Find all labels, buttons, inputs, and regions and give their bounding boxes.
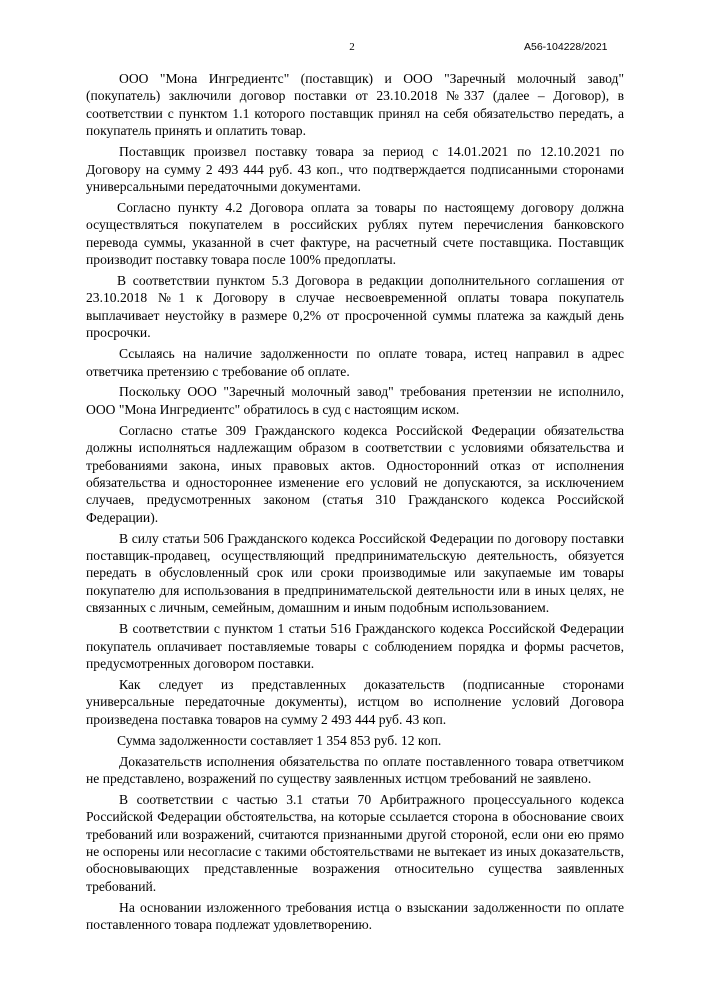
paragraph-article-70: В соответствии с частью 3.1 статьи 70 Арбитражного процессуального кодекса Российской Федерации обстоятельства, на которые ссылается сторона в обоснование своих требований или возражений, считаются признанными другой стороной, если они ею прямо не оспорены или несогласие с такими обстоятельствами не вытекает из иных доказательств, обосновывающих представленные возражения относительно существа заявленных требований. — [86, 791, 624, 894]
paragraph-claim: Ссылаясь на наличие задолженности по оплате товара, истец направил в адрес ответчика претензию с требование об оплате. — [86, 346, 624, 379]
page-number: 2 — [349, 41, 355, 53]
case-number: А56-104228/2021 — [524, 41, 608, 53]
paragraph-conclusion: На основании изложенного требования истца о взыскании задолженности по оплате поставленного товара подлежат удовлетворению. — [86, 899, 624, 933]
paragraph-evidence: Как следует из представленных доказательств (подписанные сторонами универсальные передаточные документы), истцом во исполнение условий Договора произведена поставка товаров на сумму 2 493 444 руб. 43 коп. — [86, 676, 624, 727]
paragraph-delivery: Поставщик произвел поставку товара за период с 14.01.2021 по 12.10.2021 по Договору на сумму 2 493 444 руб. 43 коп., что подтверждается подписанными сторонами универсальными передаточными документами. — [86, 144, 624, 194]
paragraph-no-objections: Доказательств исполнения обязательства по оплате поставленного товара ответчиком не представлено, возражений по существу заявленных истцом требований не заявлено. — [86, 753, 624, 786]
paragraph-article-516: В соответствии с пунктом 1 статьи 516 Гражданского кодекса Российской Федерации покупатель оплачивает поставляемые товары с соблюдением порядка и формы расчетов, предусмотренных договором поставки. — [86, 621, 624, 671]
document-body — [86, 70, 624, 937]
paragraph-article-506: В силу статьи 506 Гражданского кодекса Российской Федерации по договору поставки поставщик-продавец, осуществляющий предпринимательскую деятельность, обязуется передать в обусловленный срок или сроки производимые или закупаемые им товары покупателю для использования в предпринимательской деятельности или в иных целях, не связанных с личным, семейным, домашним и иным подобным использованием. — [86, 530, 624, 616]
paragraph-contract: ООО "Мона Ингредиентс" (поставщик) и ООО "Заречный молочный завод" (покупатель) заключили договор поставки от 23.10.2018 №337 (далее – Договор), в соответствии с пунктом 1.1 которого поставщик принял на себя обязательство передать, а покупатель принять и оплатить товар. — [86, 71, 624, 139]
paragraph-payment-terms: Согласно пункту 4.2 Договора оплата за товары по настоящему договору должна осуществляться покупателем в российских рублях путем перечисления банковского перевода суммы, указанной в счет фактуре, на расчетный счете поставщика. Поставщик производит поставку товара после 100% предоплаты. — [86, 199, 624, 268]
paragraph-article-309: Согласно статье 309 Гражданского кодекса Российской Федерации обязательства должны исполняться надлежащим образом в соответствии с условиями обязательства и требованиями закона, иных правовых актов. Односторонний отказ от исполнения обязательства и одностороннее изменение его условий не допускаются, за исключением случаев, предусмотренных законом (статья 310 Гражданского кодекса Российской Федерации). — [86, 422, 624, 525]
paragraph-debt-amount: Сумма задолженности составляет 1 354 853 руб. 12 коп. — [117, 732, 442, 748]
paragraph-penalty: В соответствии пунктом 5.3 Договора в редакции дополнительного соглашения от 23.10.2018 №1 к Договору в случае несвоевременной оплаты товара покупатель выплачивает неустойку в размере 0,2% от просроченной суммы платежа за каждый день просрочки. — [86, 272, 624, 341]
paragraph-lawsuit: Поскольку ООО "Заречный молочный завод" требования претензии не исполнило, ООО "Мона Ингредиентс" обратилось в суд с настоящим иском. — [86, 384, 624, 417]
